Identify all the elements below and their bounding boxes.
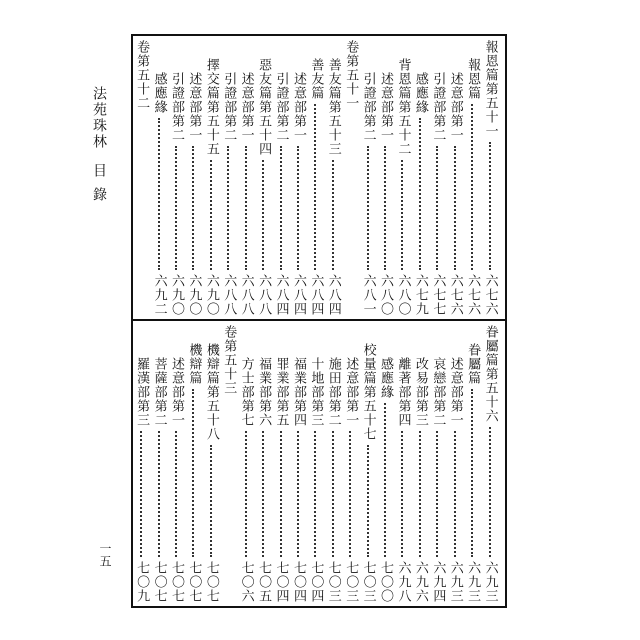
toc-entry [325,40,339,316]
toc-entry-page: 六七六 [465,274,481,316]
toc-leader-dots [367,445,369,557]
toc-entry-label: 述意部第一 [447,357,463,427]
toc-entry [255,40,272,316]
toc-leader-dots [489,427,491,557]
toc-entry [133,40,150,316]
toc-entry-label: 十地部第三 [308,357,324,427]
toc-entry-label: 述意部第一 [447,72,463,142]
toc-leader-dots [314,431,316,557]
toc-entry-label: 施田部第二 [325,357,341,427]
toc-leader-dots [175,431,177,557]
toc-entry-page: 六七六 [447,274,463,316]
toc-entry-page: 六八八 [221,274,237,316]
toc-entry-label: 報恩篇 [465,58,481,100]
toc-entry [412,40,426,316]
toc-entry-page: 六九二 [151,274,167,316]
toc-leader-dots [332,160,334,270]
toc-leader-dots [158,431,160,557]
toc-entry [377,40,394,316]
toc-entry-page: 六七七 [430,274,446,316]
toc-entry [342,40,359,316]
toc-leader-dots [245,431,247,557]
toc-entry [273,325,287,603]
toc-entry-page: 六八八 [256,274,272,316]
toc-leader-dots [401,160,403,270]
toc-entry-label: 哀戀部第二 [430,357,446,427]
toc-entry-page: 六八四 [290,274,306,316]
toc-entry [429,40,446,316]
toc-entry [133,325,150,603]
toc-entry [151,325,165,603]
toc-entry-page: 六九三 [482,561,498,603]
toc-leader-dots [280,146,282,270]
toc-entry-label: 羅漢部第三 [134,357,150,427]
toc-leader-dots [367,146,369,270]
toc-entry [238,325,252,603]
toc-entry [394,325,411,603]
toc-leader-dots [192,146,194,270]
toc-entry [482,40,496,316]
toc-leader-dots [471,389,473,557]
toc-entry-page: 七〇四 [273,561,289,603]
toc-top-half [133,40,505,316]
toc-entry-page: 六九〇 [168,274,184,316]
toc-entry-page: 六九六 [412,561,428,603]
toc-entry-label: 述意部第一 [343,357,359,427]
toc-entry-label: 感應緣 [151,72,167,114]
toc-entry-page: 七〇五 [256,561,272,603]
toc-entry-label: 機辯篇 [186,343,202,385]
toc-entry [185,40,202,316]
toc-entry-page: 七〇九 [134,561,150,603]
toc-entry-page: 六八四 [308,274,324,316]
toc-leader-dots [210,160,212,270]
toc-leader-dots [175,146,177,270]
toc-entry [429,325,446,603]
toc-entry [255,325,272,603]
toc-leader-dots [384,146,386,270]
toc-leader-dots [280,431,282,557]
toc-entry-label: 述意部第一 [290,72,306,142]
section-label: 目錄 [91,163,107,211]
toc-entry-page: 七〇六 [238,561,254,603]
toc-entry [290,40,304,316]
toc-entry-page: 六八〇 [395,274,411,316]
toc-entry-page: 六九〇 [203,274,219,316]
toc-leader-dots [192,389,194,557]
toc-entry [342,325,359,603]
toc-leader-dots [140,431,142,557]
toc-entry-page: 六九四 [430,561,446,603]
toc-entry-page: 六八八 [238,274,254,316]
toc-entry-label: 述意部第一 [186,72,202,142]
toc-leader-dots [384,403,386,557]
toc-entry-page: 七〇三 [325,561,341,603]
toc-entry [464,40,481,316]
toc-entry-page: 七〇七 [168,561,184,603]
toc-entry-label: 述意部第一 [168,357,184,427]
toc-bottom-half [133,325,505,603]
toc-entry-page: 六七六 [482,274,498,316]
page-number: 一五 [98,542,112,568]
toc-entry [377,325,394,603]
book-title: 法苑珠林 [91,86,107,150]
toc-entry-label: 惡友篇第五十四 [256,58,272,156]
toc-entry-page: 六九〇 [186,274,202,316]
toc-entry [447,325,461,603]
toc-leader-dots [419,431,421,557]
toc-leader-dots [349,431,351,557]
toc-entry [464,325,481,603]
toc-leader-dots [401,431,403,557]
toc-entry-label: 卷第五十三 [221,325,237,395]
toc-entry [203,325,217,603]
toc-entry [325,325,339,603]
toc-entry-page: 六八一 [360,274,376,316]
toc-entry-label: 引證部第二 [360,72,376,142]
toc-leader-dots [210,445,212,557]
toc-entry-label: 善友篇 [308,58,324,100]
toc-entry-label: 福業部第四 [290,357,306,427]
toc-entry [290,325,304,603]
toc-entry-label: 引證部第二 [221,72,237,142]
toc-leader-dots [245,146,247,270]
half-divider [131,319,507,321]
toc-entry [168,40,182,316]
toc-entry-label: 福業部第六 [256,357,272,427]
toc-entry [238,40,252,316]
toc-entry [447,40,461,316]
toc-entry-label: 菩薩部第二 [151,357,167,427]
toc-entry-page: 六七九 [412,274,428,316]
toc-entry-label: 善友篇第五十三 [325,58,341,156]
toc-entry-label: 述意部第一 [378,72,394,142]
toc-entry-page: 七〇三 [360,561,376,603]
toc-entry-page: 六九八 [395,561,411,603]
toc-entry [203,40,217,316]
toc-leader-dots [227,146,229,270]
toc-entry-label: 卷第五十一 [343,40,359,110]
toc-leader-dots [158,118,160,270]
toc-entry [151,40,165,316]
toc-entry-label: 引證部第二 [168,72,184,142]
toc-entry-label: 感應緣 [412,72,428,114]
toc-leader-dots [454,431,456,557]
toc-entry [220,325,237,603]
toc-leader-dots [436,431,438,557]
toc-leader-dots [471,104,473,270]
toc-entry-page: 七〇七 [186,561,202,603]
toc-entry-label: 校量篇第五十七 [360,343,376,441]
toc-entry [360,40,374,316]
toc-entry-page: 六九三 [465,561,481,603]
toc-leader-dots [297,146,299,270]
toc-entry [360,325,374,603]
toc-entry [412,325,426,603]
toc-entry-label: 方士部第七 [238,357,254,427]
toc-entry-page: 六九三 [447,561,463,603]
toc-entry-label: 述意部第一 [238,72,254,142]
toc-entry-page: 七〇三 [343,561,359,603]
toc-entry-label: 改易部第三 [412,357,428,427]
toc-leader-dots [262,160,264,270]
toc-entry-label: 背恩篇第五十二 [395,58,411,156]
toc-entry-label: 感應緣 [378,357,394,399]
toc-leader-dots [314,104,316,270]
toc-entry-label: 罪業部第五 [273,357,289,427]
toc-entry-page: 六八四 [325,274,341,316]
toc-entry-label: 離著部第四 [395,357,411,427]
toc-entry-page: 七〇〇 [378,561,394,603]
toc-entry-label: 眷屬篇 [465,343,481,385]
toc-entry [307,325,324,603]
toc-entry-page: 七〇七 [203,561,219,603]
toc-leader-dots [419,118,421,270]
toc-entry-page: 六八四 [273,274,289,316]
toc-leader-dots [297,431,299,557]
toc-entry-label: 擇交篇第五十五 [203,58,219,156]
toc-entry [185,325,202,603]
toc-entry-label: 眷屬篇第五十六 [482,325,498,423]
toc-leader-dots [332,431,334,557]
toc-leader-dots [436,146,438,270]
toc-entry [394,40,411,316]
toc-entry-page: 七〇四 [308,561,324,603]
toc-entry-page: 七〇七 [151,561,167,603]
toc-entry-page: 七〇四 [290,561,306,603]
toc-entry [307,40,324,316]
toc-entry [273,40,287,316]
toc-entry [482,325,496,603]
toc-entry [220,40,237,316]
toc-entry-label: 報恩篇第五十一 [482,40,498,138]
toc-entry-label: 引證部第二 [430,72,446,142]
toc-entry [168,325,182,603]
toc-entry-label: 引證部第二 [273,72,289,142]
toc-leader-dots [454,146,456,270]
toc-leader-dots [262,431,264,557]
toc-entry-label: 機辯篇第五十八 [203,343,219,441]
toc-leader-dots [489,142,491,270]
toc-entry-label: 卷第五十二 [134,40,150,110]
toc-entry-page: 六八〇 [378,274,394,316]
